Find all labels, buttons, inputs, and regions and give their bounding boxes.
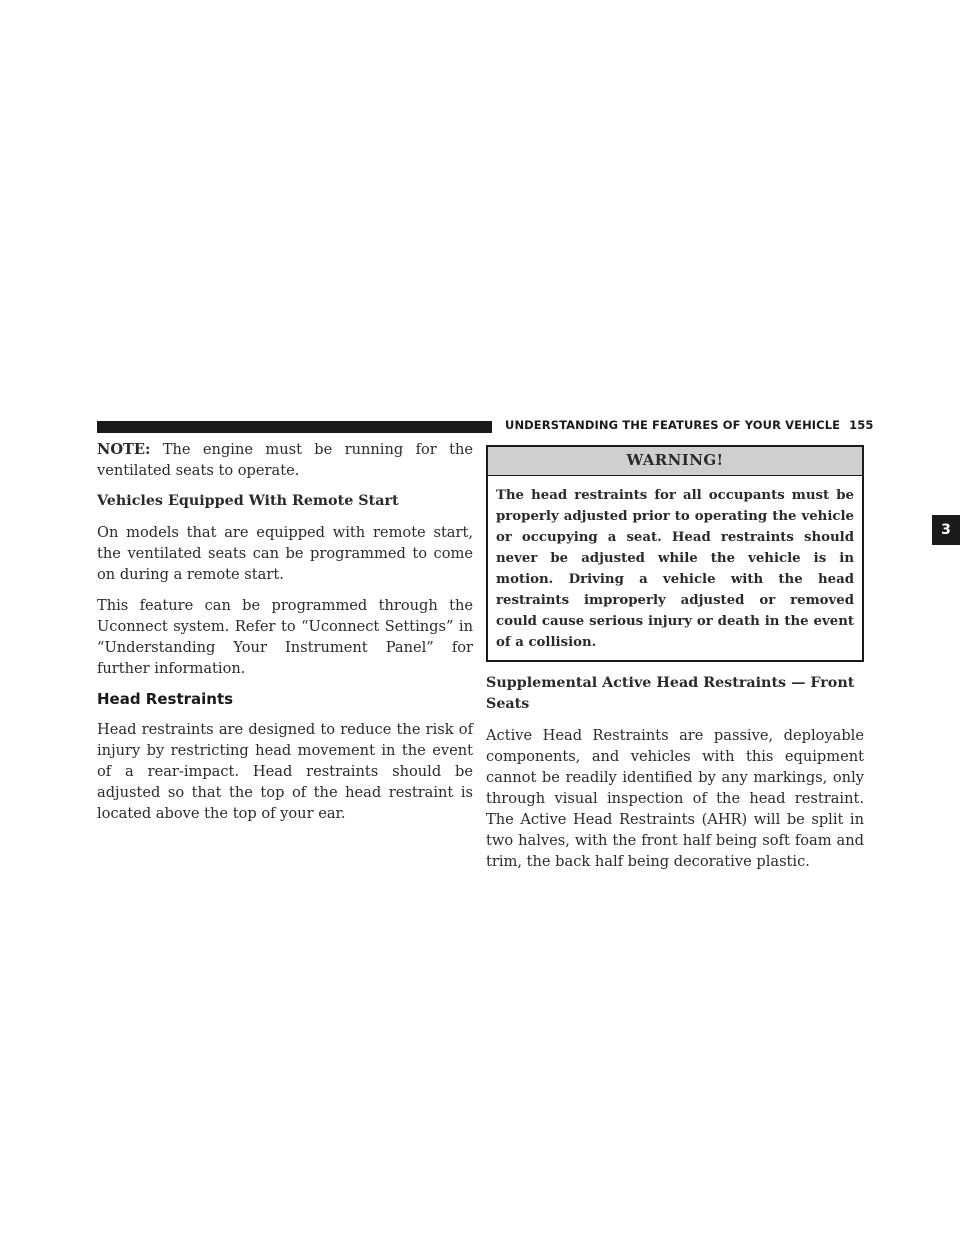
chapter-tab: 3 (932, 515, 960, 545)
left-column (97, 439, 473, 834)
active-head-restraints-paragraph: Active Head Restraints are passive, deployable components, and vehicles with this equipment cannot be readily identified by any markings, only through visual inspection of the head restraint. The Active Head Restraints (AHR) will be split in two halves, with the front half being soft foam and trim, the back half being decorative plastic. (486, 727, 864, 870)
running-header (505, 418, 874, 432)
warning-title: WARNING! (488, 447, 862, 476)
right-column (486, 445, 864, 882)
remote-start-heading: Vehicles Equipped With Remote Start (97, 493, 399, 509)
header-rule (97, 421, 492, 433)
warning-text: The head restraints for all occupants must be properly adjusted prior to operating the vehicle or occupying a seat. Head restraints should never be adjusted while the vehicle is in motion. Driving a vehicle with the head restraints improperly adjusted or removed could cause serious injury or death in the event of a collision. (496, 488, 854, 650)
note-paragraph (97, 439, 473, 481)
head-restraints-heading: Head Restraints (97, 690, 234, 708)
note-text: The engine must be running for the ventilated seats to operate. (97, 441, 473, 479)
page-number: 155 (849, 418, 874, 432)
warning-box (486, 445, 864, 662)
active-head-restraints-heading: Supplemental Active Head Restraints — Front Seats (486, 675, 855, 712)
note-label: NOTE: (97, 441, 151, 458)
remote-start-paragraph-2: This feature can be programmed through the Uconnect system. Refer to “Uconnect Settings” in “Understanding Your Instrument Panel” for further information. (97, 597, 473, 677)
header-title: UNDERSTANDING THE FEATURES OF YOUR VEHICLE (505, 418, 841, 432)
head-restraints-paragraph: Head restraints are designed to reduce the risk of injury by restricting head movement in the event of a rear-impact. Head restraints should be adjusted so that the top of the head restraint is located above the top of your ear. (97, 721, 473, 822)
remote-start-paragraph-1: On models that are equipped with remote start, the ventilated seats can be programmed to come on during a remote start. (97, 524, 473, 583)
